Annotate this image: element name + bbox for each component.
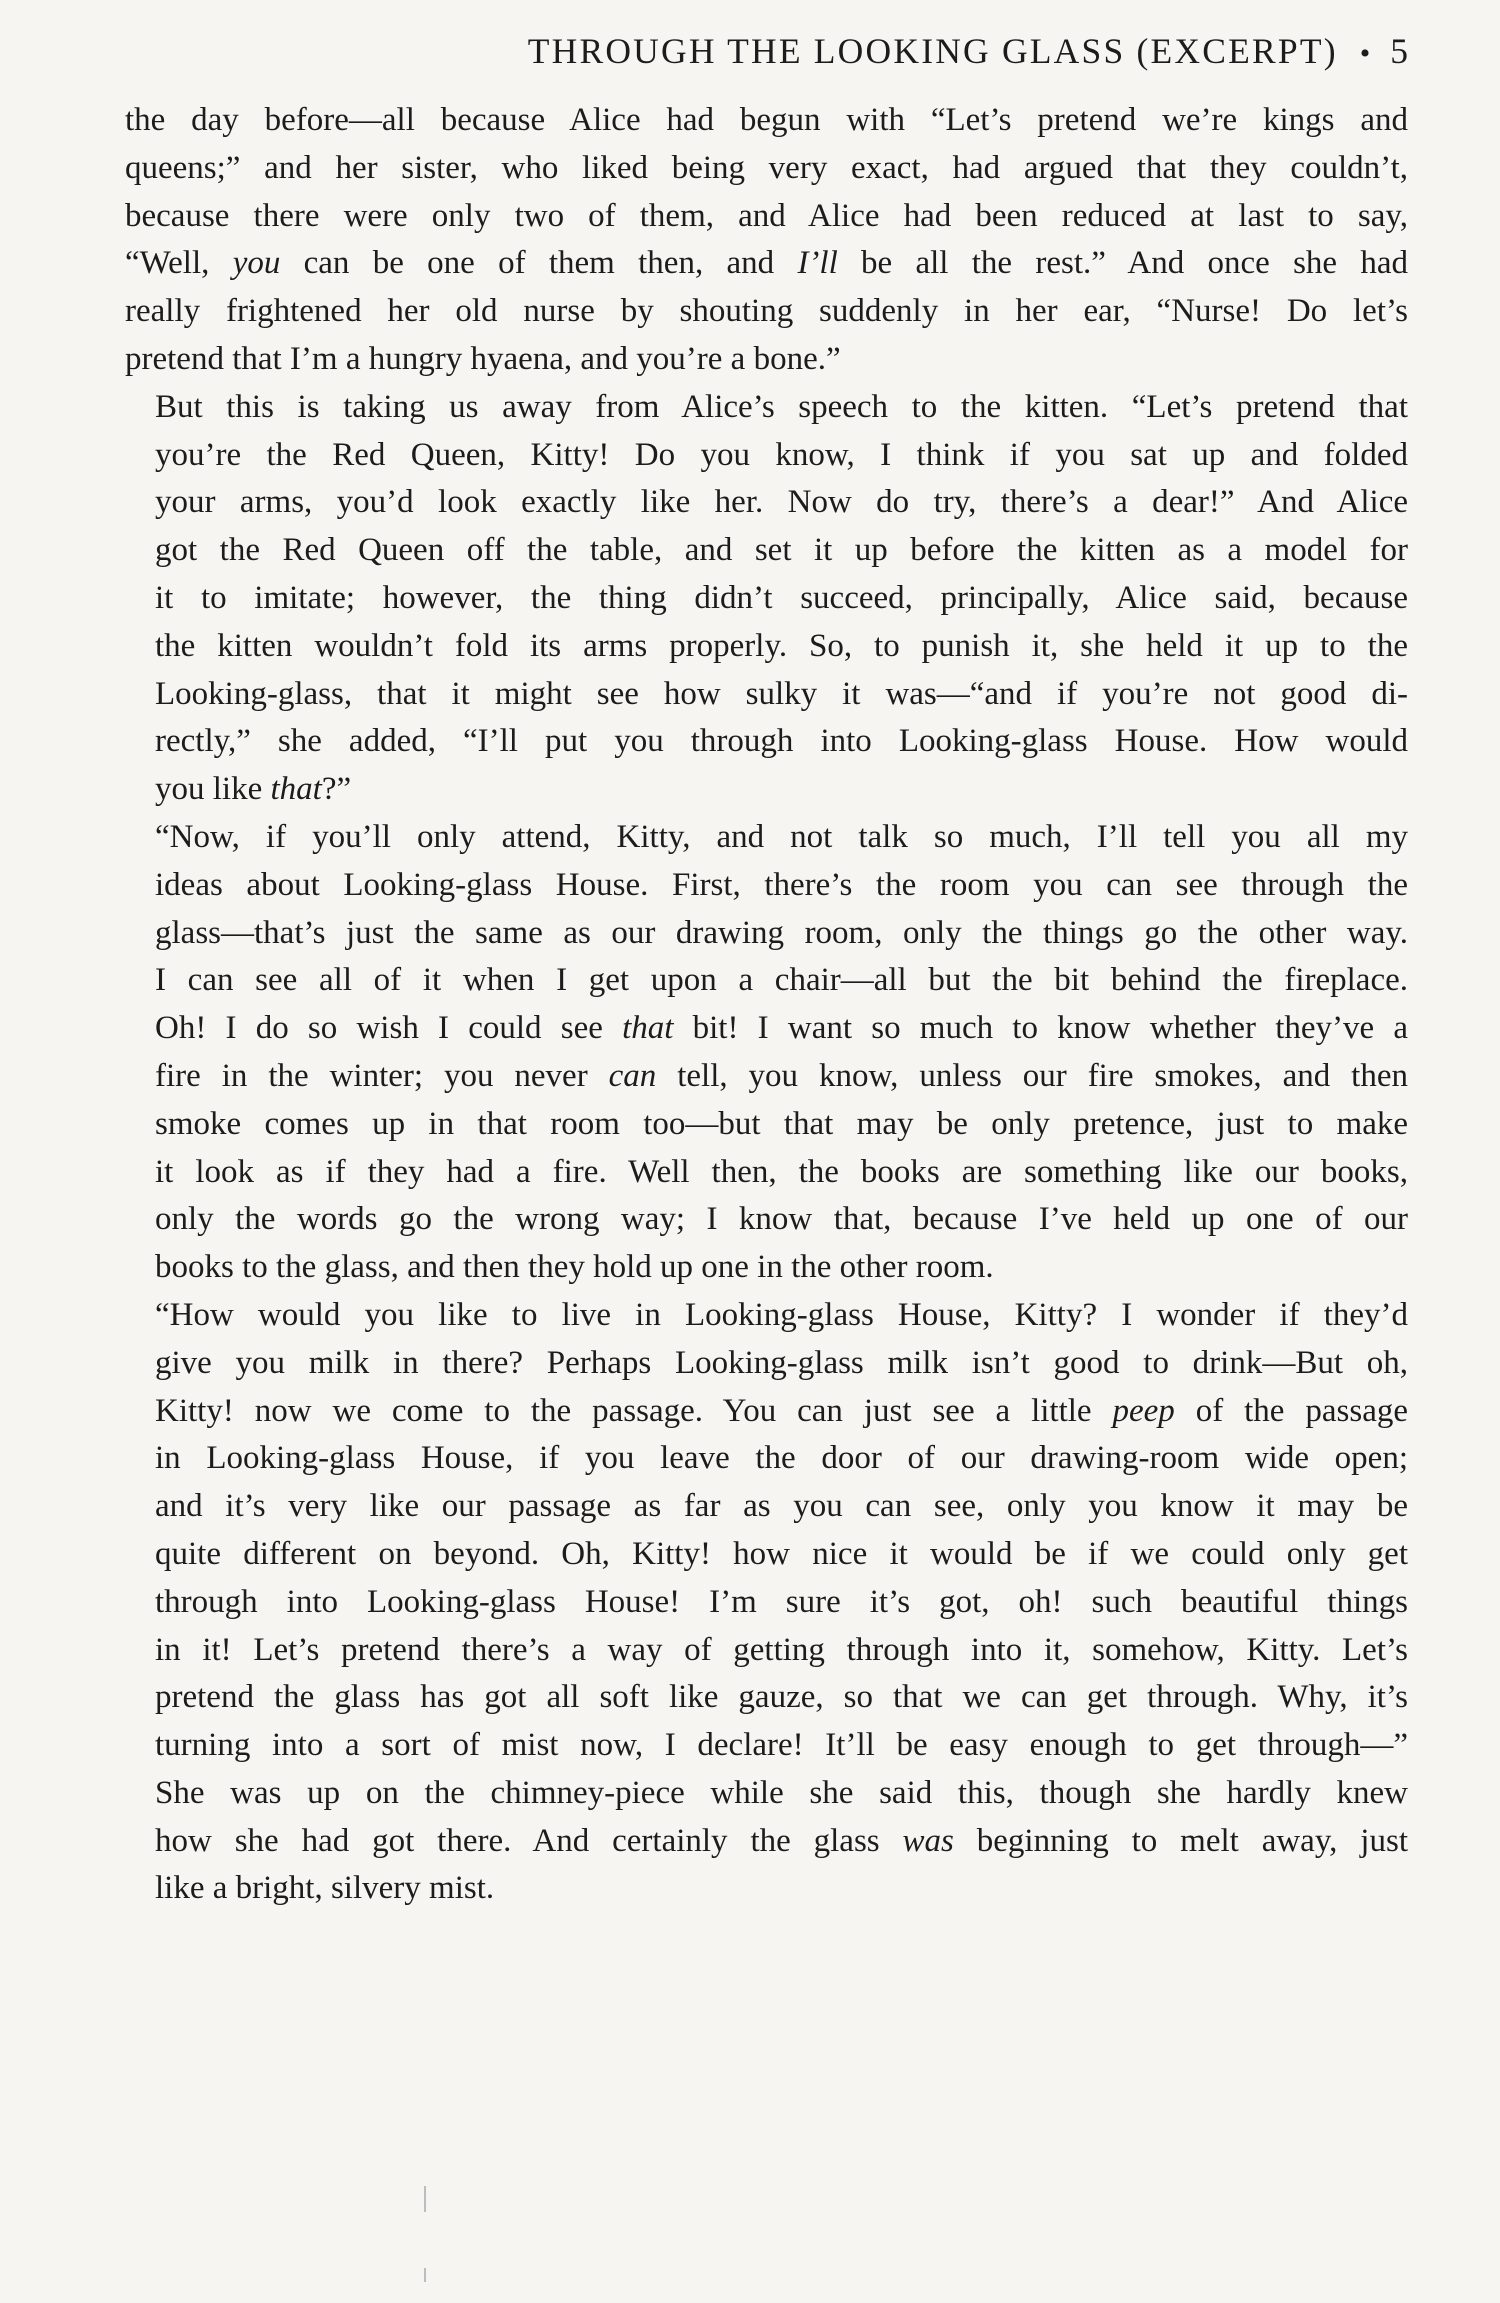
text-run: the day before—all because Alice had begun with “Let’s pretend we’re kings and <box>125 102 1408 138</box>
text-run: it to imitate; however, the thing didn’t succeed, principally, Alice said, because <box>155 579 1408 616</box>
text-line <box>125 97 1408 145</box>
text-run: books to the glass, and then they hold up one in the other room. <box>155 1249 994 1286</box>
text-run: like a bright, silvery mist. <box>155 1870 495 1907</box>
text-run: glass—that’s just the same as our drawing room, only the things go the other way. <box>155 914 1408 951</box>
text-run: Kitty! now we come to the passage. You can just see a little <box>155 1392 1113 1429</box>
text-run: “Now, if you’ll only attend, Kitty, and not talk so much, I’ll tell you all my <box>155 818 1408 855</box>
text-line <box>125 1101 1408 1149</box>
text-line <box>125 957 1408 1005</box>
text-run: your arms, you’d look exactly like her. Now do try, there’s a dear!” And Alice <box>155 484 1408 521</box>
text-line <box>125 623 1408 671</box>
italic-word: that <box>270 771 322 808</box>
text-run: only the words go the wrong way; I know that, because I’ve held up one of our <box>155 1201 1408 1238</box>
text-line <box>125 1196 1408 1244</box>
body-text <box>125 97 1408 1913</box>
text-line <box>125 240 1408 288</box>
text-run: it look as if they had a fire. Well then, the books are something like our books, <box>155 1153 1408 1190</box>
page-number: 5 <box>1390 31 1408 71</box>
text-line <box>125 1244 1408 1292</box>
text-run: really frightened her old nurse by shouting suddenly in her ear, “Nurse! Do let’s <box>125 293 1408 330</box>
running-head <box>125 30 1408 80</box>
text-run: ideas about Looking-glass House. First, there’s the room you can see through the <box>155 866 1408 903</box>
text-line <box>125 1579 1408 1627</box>
italic-word: peep <box>1112 1392 1175 1429</box>
text-run: ?” <box>321 771 352 808</box>
text-line <box>125 1483 1408 1531</box>
text-run: Oh! I do so wish I could see <box>155 1010 623 1047</box>
text-line <box>125 1531 1408 1579</box>
text-run: through into Looking-glass House! I’m sure it’s got, oh! such beautiful things <box>155 1583 1408 1620</box>
text-line <box>125 718 1408 766</box>
text-line <box>125 1292 1408 1340</box>
italic-word: was <box>902 1822 954 1859</box>
text-line <box>125 1627 1408 1675</box>
text-run: because there were only two of them, and Alice had been reduced at last to say, <box>125 197 1408 234</box>
paragraph <box>125 814 1408 1292</box>
text-run: got the Red Queen off the table, and set it up before the kitten as a model for <box>155 532 1408 569</box>
text-run: give you milk in there? Perhaps Looking-glass milk isn’t good to drink—But oh, <box>155 1344 1408 1381</box>
paragraph <box>125 384 1408 814</box>
text-line <box>125 1388 1408 1436</box>
text-run: pretend the glass has got all soft like gauze, so that we can get through. Why, it’s <box>155 1679 1408 1716</box>
text-line <box>125 1818 1408 1866</box>
text-line <box>125 193 1408 241</box>
text-run: be all the rest.” And once she had <box>837 245 1409 282</box>
text-line <box>125 1005 1408 1053</box>
text-run: in Looking-glass House, if you leave the door of our drawing-room wide open; <box>155 1440 1408 1477</box>
text-line <box>125 814 1408 862</box>
text-run: quite different on beyond. Oh, Kitty! how nice it would be if we could only get <box>155 1535 1408 1572</box>
scan-speck <box>424 2268 426 2282</box>
scan-speck <box>424 2186 426 2212</box>
text-run: rectly,” she added, “I’ll put you through into Looking-glass House. How would <box>155 723 1408 760</box>
text-run: you’re the Red Queen, Kitty! Do you know, I think if you sat up and folded <box>155 436 1408 473</box>
text-line <box>125 145 1408 193</box>
text-run: I can see all of it when I get upon a chair—all but the bit behind the fireplace. <box>155 962 1408 999</box>
text-line <box>125 288 1408 336</box>
text-run: the kitten wouldn’t fold its arms properly. So, to punish it, she held it up to the <box>155 627 1408 664</box>
text-line <box>125 862 1408 910</box>
text-run: smoke comes up in that room too—but that may be only pretence, just to make <box>155 1105 1408 1142</box>
text-line <box>125 384 1408 432</box>
text-line <box>125 479 1408 527</box>
text-run: pretend that I’m a hungry hyaena, and you’re a bone.” <box>125 340 841 377</box>
text-line <box>125 1340 1408 1388</box>
text-run: fire in the winter; you never <box>155 1057 609 1094</box>
running-head-title: THROUGH THE LOOKING GLASS (EXCERPT) <box>527 31 1338 71</box>
text-run: can be one of them then, and <box>280 245 798 282</box>
text-line <box>125 1435 1408 1483</box>
italic-word: that <box>622 1010 674 1047</box>
text-line <box>125 1722 1408 1770</box>
text-line <box>125 671 1408 719</box>
paragraph <box>125 97 1408 384</box>
text-run: But this is taking us away from Alice’s speech to the kitten. “Let’s pretend that <box>155 388 1408 425</box>
text-run: how she had got there. And certainly the glass <box>155 1822 903 1859</box>
text-line <box>125 527 1408 575</box>
text-line <box>125 575 1408 623</box>
text-line <box>125 910 1408 958</box>
text-run: you like <box>155 771 271 808</box>
text-run: turning into a sort of mist now, I declare! It’ll be easy enough to get through—” <box>155 1727 1408 1764</box>
text-line <box>125 336 1408 384</box>
running-head-separator: • <box>1359 37 1371 70</box>
text-run: beginning to melt away, just <box>953 1822 1408 1859</box>
text-run: tell, you know, unless our fire smokes, and then <box>656 1057 1408 1094</box>
text-line <box>125 1053 1408 1101</box>
text-run: in it! Let’s pretend there’s a way of getting through into it, somehow, Kitty. Let’s <box>155 1631 1408 1668</box>
text-line <box>125 1770 1408 1818</box>
text-run: bit! I want so much to know whether they’ve a <box>673 1010 1408 1047</box>
text-line <box>125 1674 1408 1722</box>
text-run: She was up on the chimney-piece while she said this, though she hardly knew <box>155 1774 1408 1811</box>
italic-word: can <box>608 1057 657 1094</box>
text-line <box>125 1865 1408 1913</box>
text-run: of the passage <box>1174 1392 1408 1429</box>
text-run: and it’s very like our passage as far as you can see, only you know it may be <box>155 1488 1408 1525</box>
italic-word: I’ll <box>797 245 838 282</box>
text-run: queens;” and her sister, who liked being very exact, had argued that they couldn’t, <box>125 149 1408 186</box>
text-line <box>125 766 1408 814</box>
text-run: Looking-glass, that it might see how sulky it was—“and if you’re not good di- <box>155 675 1408 712</box>
text-run: “Well, <box>125 245 233 282</box>
text-run: “How would you like to live in Looking-glass House, Kitty? I wonder if they’d <box>155 1296 1408 1333</box>
italic-word: you <box>232 245 281 282</box>
text-line <box>125 432 1408 480</box>
text-line <box>125 1149 1408 1197</box>
paragraph <box>125 1292 1408 1913</box>
